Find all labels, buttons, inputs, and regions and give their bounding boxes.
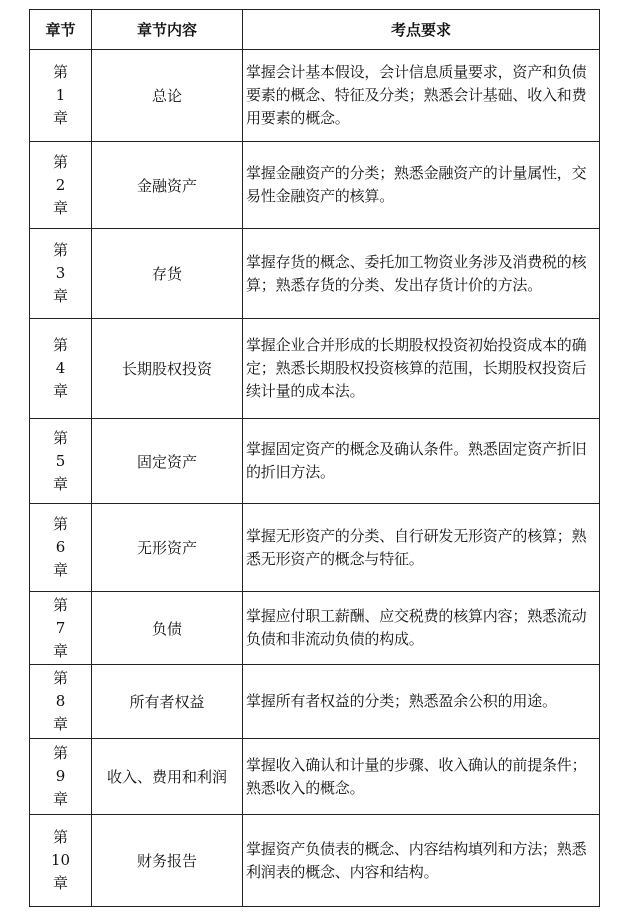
table-row: [30, 50, 600, 142]
chapter-title: 总论: [92, 50, 243, 142]
header-content: 章节内容: [92, 10, 243, 50]
table-row: [30, 142, 600, 229]
chapter-number: 第 10 章: [30, 815, 92, 907]
chapter-number: 第 8 章: [30, 665, 92, 739]
chapter-requirement: 掌握应付职工薪酬、应交税费的核算内容；熟悉流动负债和非流动负债的构成。: [243, 592, 600, 665]
chapter-title: 长期股权投资: [92, 319, 243, 419]
chapter-requirement: 掌握企业合并形成的长期股权投资初始投资成本的确定；熟悉长期股权投资核算的范围，长期股权投资后续计量的成本法。: [243, 319, 600, 419]
chapter-requirement: 掌握会计基本假设，会计信息质量要求，资产和负债要素的概念、特征及分类；熟悉会计基础、收入和费用要素的概念。: [243, 50, 600, 142]
chapter-title: 收入、费用和利润: [92, 739, 243, 815]
chapter-requirement: 掌握金融资产的分类；熟悉金融资产的计量属性，交易性金融资产的核算。: [243, 142, 600, 229]
chapter-title: 负债: [92, 592, 243, 665]
chapter-number: 第 7 章: [30, 592, 92, 665]
table-row: [30, 739, 600, 815]
table-row: [30, 319, 600, 419]
chapter-title: 存货: [92, 229, 243, 319]
chapter-number: 第 5 章: [30, 419, 92, 504]
chapter-requirement: 掌握无形资产的分类、自行研发无形资产的核算；熟悉无形资产的概念与特征。: [243, 504, 600, 592]
chapter-number: 第 3 章: [30, 229, 92, 319]
table-row: [30, 504, 600, 592]
chapter-number: 第 4 章: [30, 319, 92, 419]
table-row: [30, 592, 600, 665]
syllabus-table: [29, 9, 600, 907]
table-row: [30, 815, 600, 907]
chapter-requirement: 掌握资产负债表的概念、内容结构填列和方法；熟悉利润表的概念、内容和结构。: [243, 815, 600, 907]
chapter-number: 第 1 章: [30, 50, 92, 142]
header-chapter: 章节: [30, 10, 92, 50]
chapter-requirement: 掌握固定资产的概念及确认条件。熟悉固定资产折旧的折旧方法。: [243, 419, 600, 504]
chapter-number: 第 9 章: [30, 739, 92, 815]
header-requirement: 考点要求: [243, 10, 600, 50]
table-row: [30, 419, 600, 504]
header-row: [30, 10, 600, 50]
chapter-number: 第 6 章: [30, 504, 92, 592]
chapter-requirement: 掌握存货的概念、委托加工物资业务涉及消费税的核算；熟悉存货的分类、发出存货计价的方法。: [243, 229, 600, 319]
chapter-title: 无形资产: [92, 504, 243, 592]
chapter-title: 所有者权益: [92, 665, 243, 739]
table-row: [30, 665, 600, 739]
chapter-title: 固定资产: [92, 419, 243, 504]
chapter-requirement: 掌握收入确认和计量的步骤、收入确认的前提条件；熟悉收入的概念。: [243, 739, 600, 815]
chapter-number: 第 2 章: [30, 142, 92, 229]
chapter-requirement: 掌握所有者权益的分类；熟悉盈余公积的用途。: [243, 665, 600, 739]
table-row: [30, 229, 600, 319]
chapter-title: 金融资产: [92, 142, 243, 229]
chapter-title: 财务报告: [92, 815, 243, 907]
